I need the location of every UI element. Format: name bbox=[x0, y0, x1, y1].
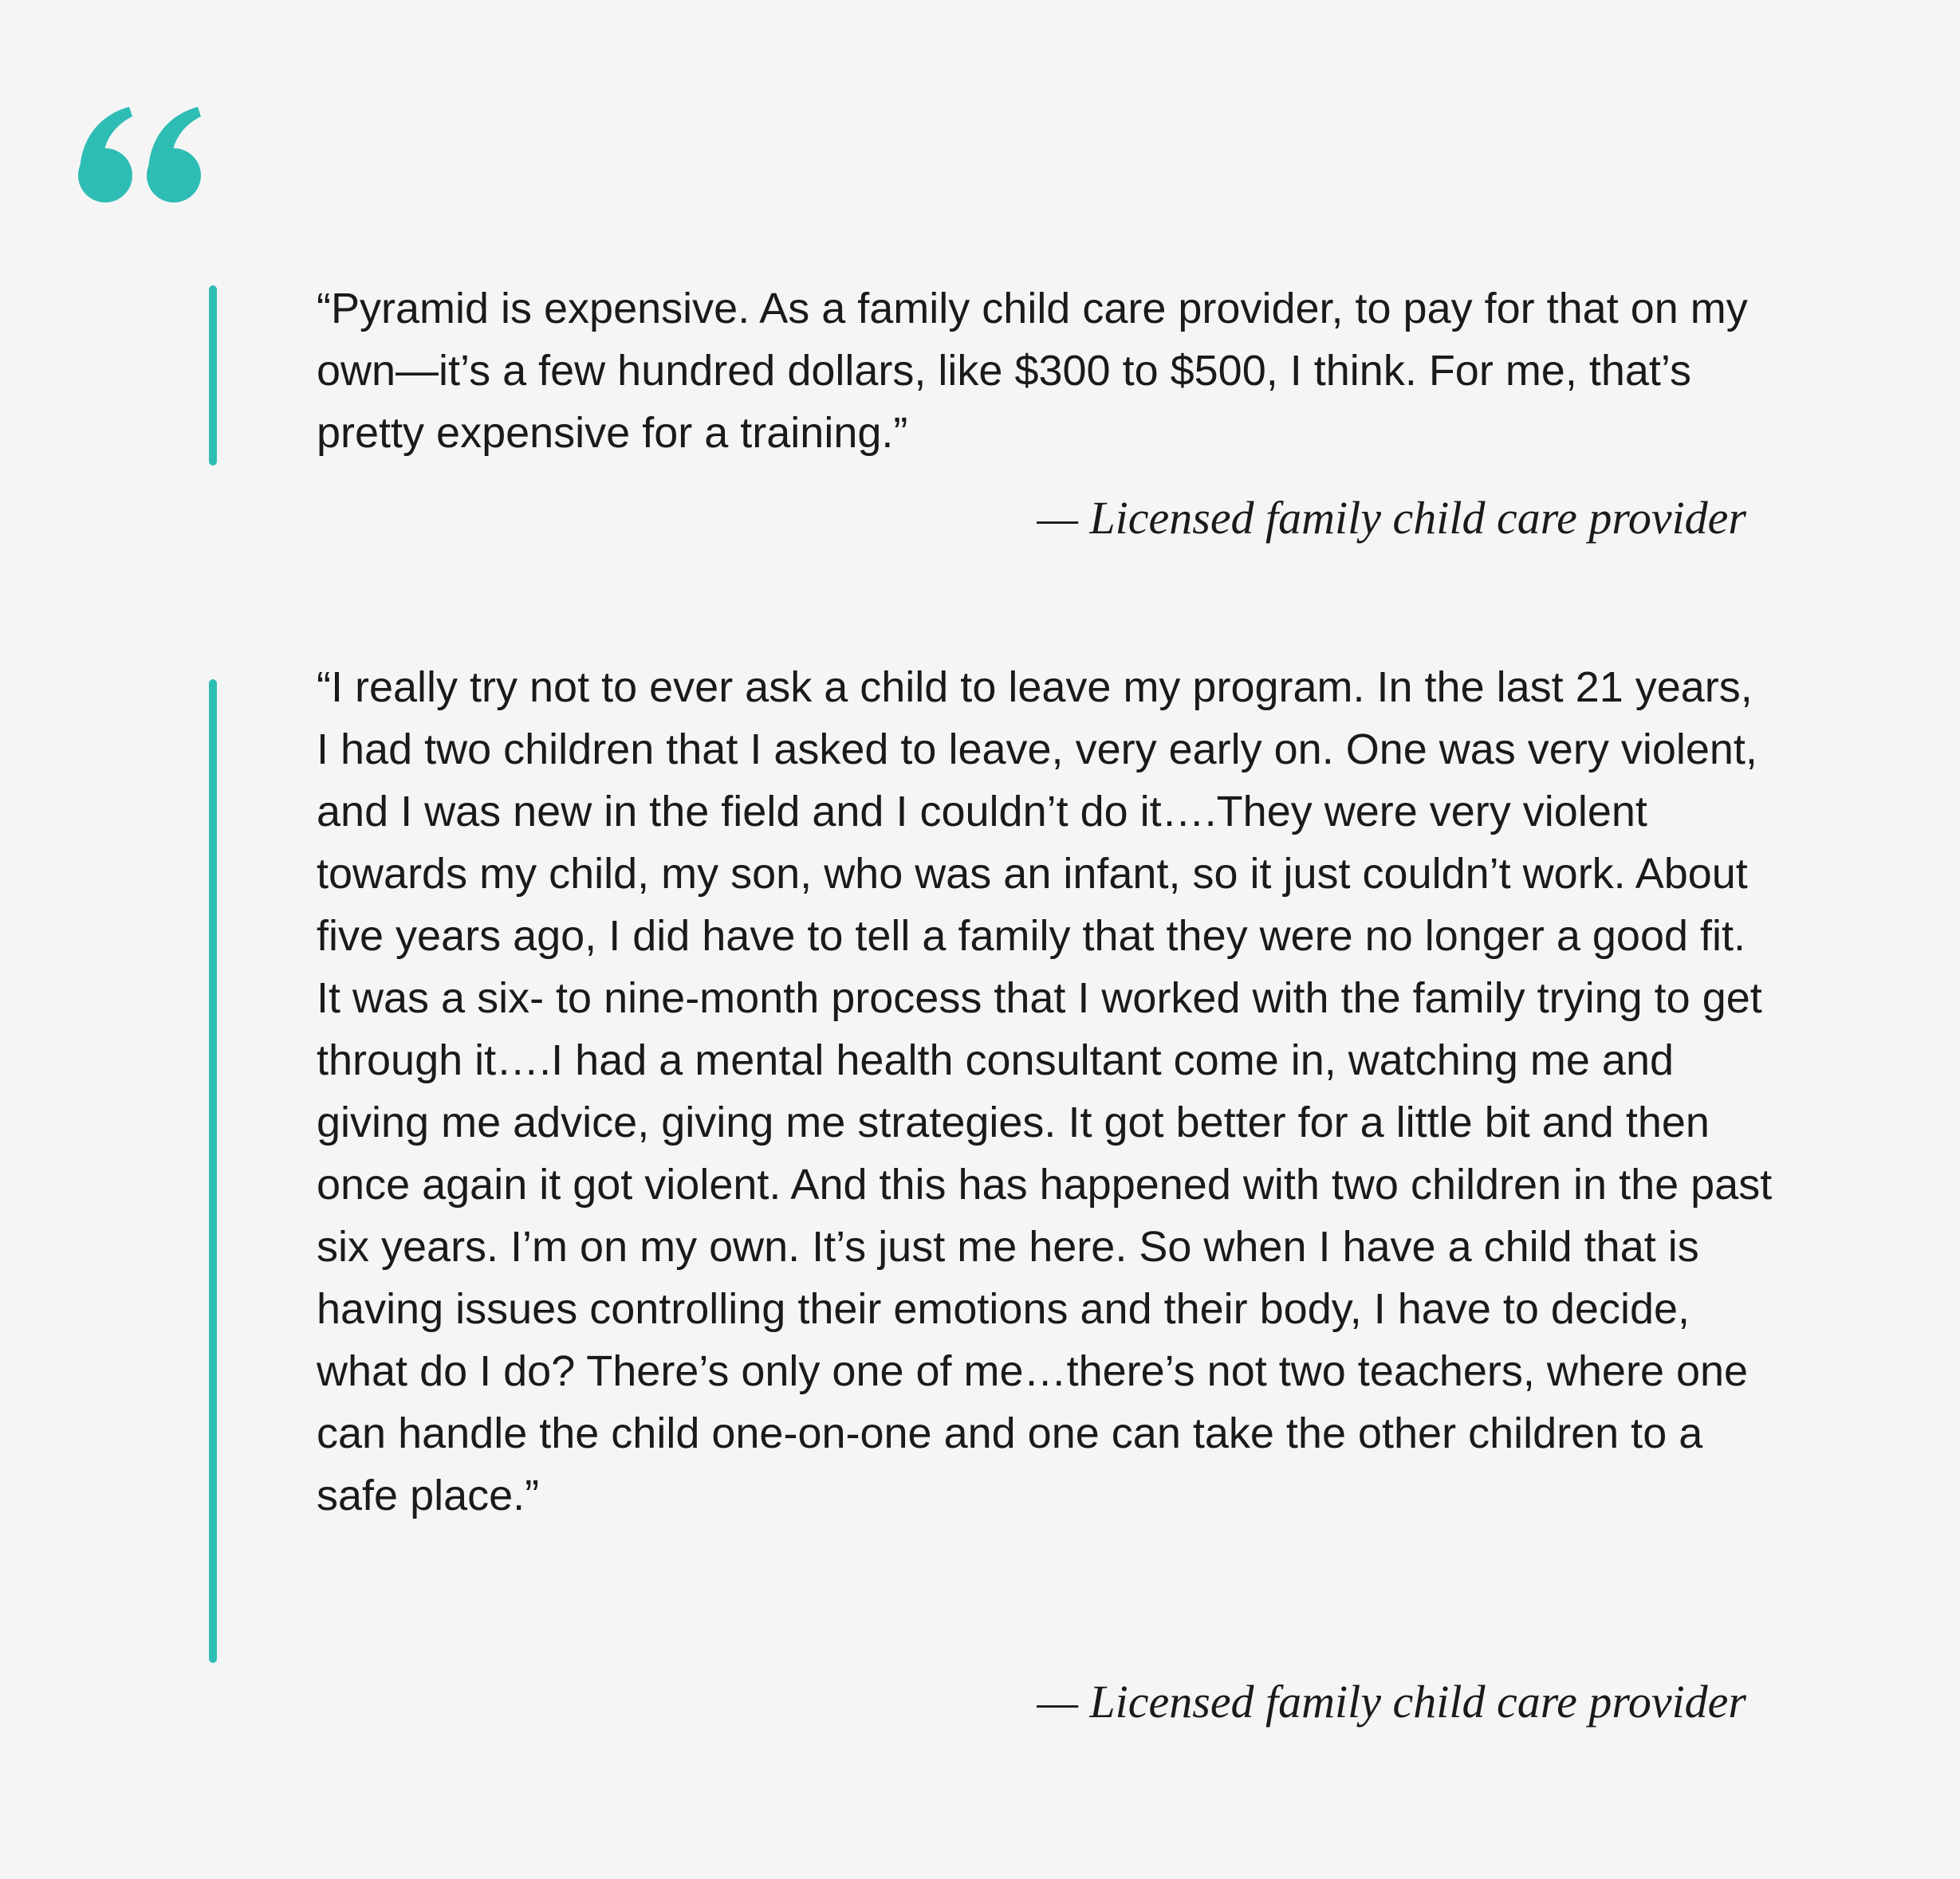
open-quote-icon bbox=[77, 105, 204, 209]
quote-accent-bar bbox=[209, 679, 217, 1663]
quote-attribution: — Licensed family child care provider bbox=[1037, 492, 1746, 544]
quote-accent-bar bbox=[209, 285, 217, 466]
quote-attribution: — Licensed family child care provider bbox=[1037, 1676, 1746, 1728]
quote-text: “I really try not to ever ask a child to leave my program. In the last 21 years, I had two children that I asked to leave, very early on. One was very violent, and I was new in the field and I couldn’t do it….They were very violent towards my child, my son, who was an infant, so it just couldn’t work. About five years ago, I did have to tell a family that they were no longer a good fit. It was a six- to nine-month process that I worked with the family trying to get through it….I had a mental health consultant come in, watching me and giving me advice, giving me strategies. It got better for a little bit and then once again it got violent. And this has happened with two children in the past six years. I’m on my own. It’s just me here. So when I have a child that is having issues controlling their emotions and their body, I have to decide, what do I do? There’s only one of me…there’s not two teachers, where one can handle the child one-on-one and one can take the other children to a safe place.” bbox=[317, 663, 1773, 1519]
quote-text: “Pyramid is expensive. As a family child care provider, to pay for that on my own—it’s a few hundred dollars, like $300 to $500, I think. For me, that’s pretty expensive for a training.” bbox=[317, 285, 1748, 457]
